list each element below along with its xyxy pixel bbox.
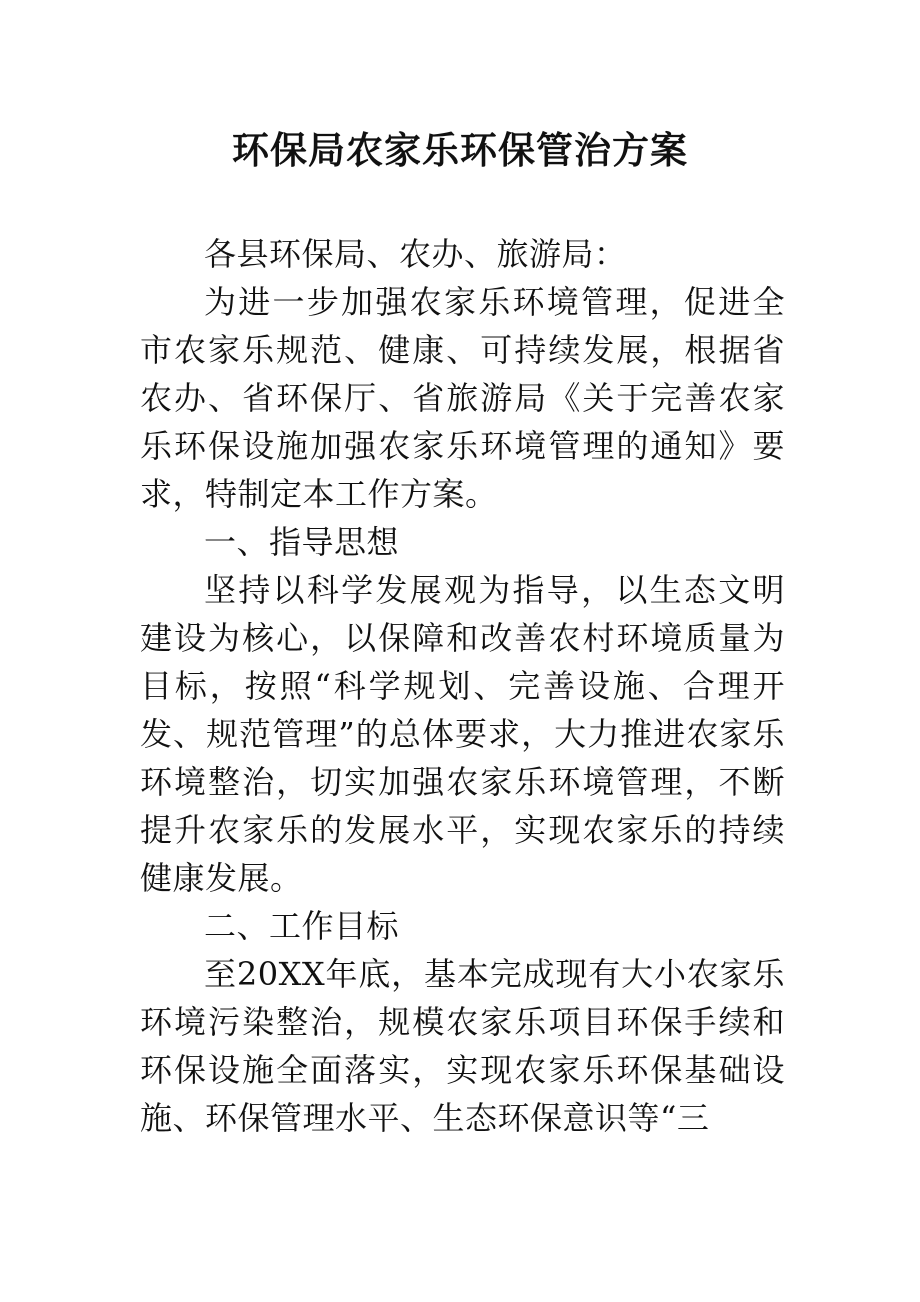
document-body — [140, 230, 785, 1142]
section-paragraph-guiding-principle: 坚持以科学发展观为指导，以生态文明建设为核心，以保障和改善农村环境质量为目标，按照“科学规划、完善设施、合理开发、规范管理”的总体要求，大力推进农家乐环境整治，切实加强农家乐环境管理，不断提升农家乐的发展水平，实现农家乐的持续健康发展。 — [140, 571, 785, 897]
salutation: 各县环保局、农办、旅游局： — [204, 235, 627, 273]
section-heading-guiding-principle: 一、指导思想 — [204, 523, 400, 561]
document-title: 环保局农家乐环保管治方案 — [232, 128, 688, 172]
intro-paragraph: 为进一步加强农家乐环境管理，促进全市农家乐规范、健康、可持续发展，根据省农办、省环保厅、省旅游局《关于完善农家乐环保设施加强农家乐环境管理的通知》要求，特制定本工作方案。 — [140, 283, 785, 513]
section-paragraph-work-goals: 至20XX年底，基本完成现有大小农家乐环境污染整治，规模农家乐项目环保手续和环保设施全面落实，实现农家乐环保基础设施、环保管理水平、生态环保意识等“三 — [140, 955, 785, 1137]
section-heading-work-goals: 二、工作目标 — [204, 907, 400, 945]
